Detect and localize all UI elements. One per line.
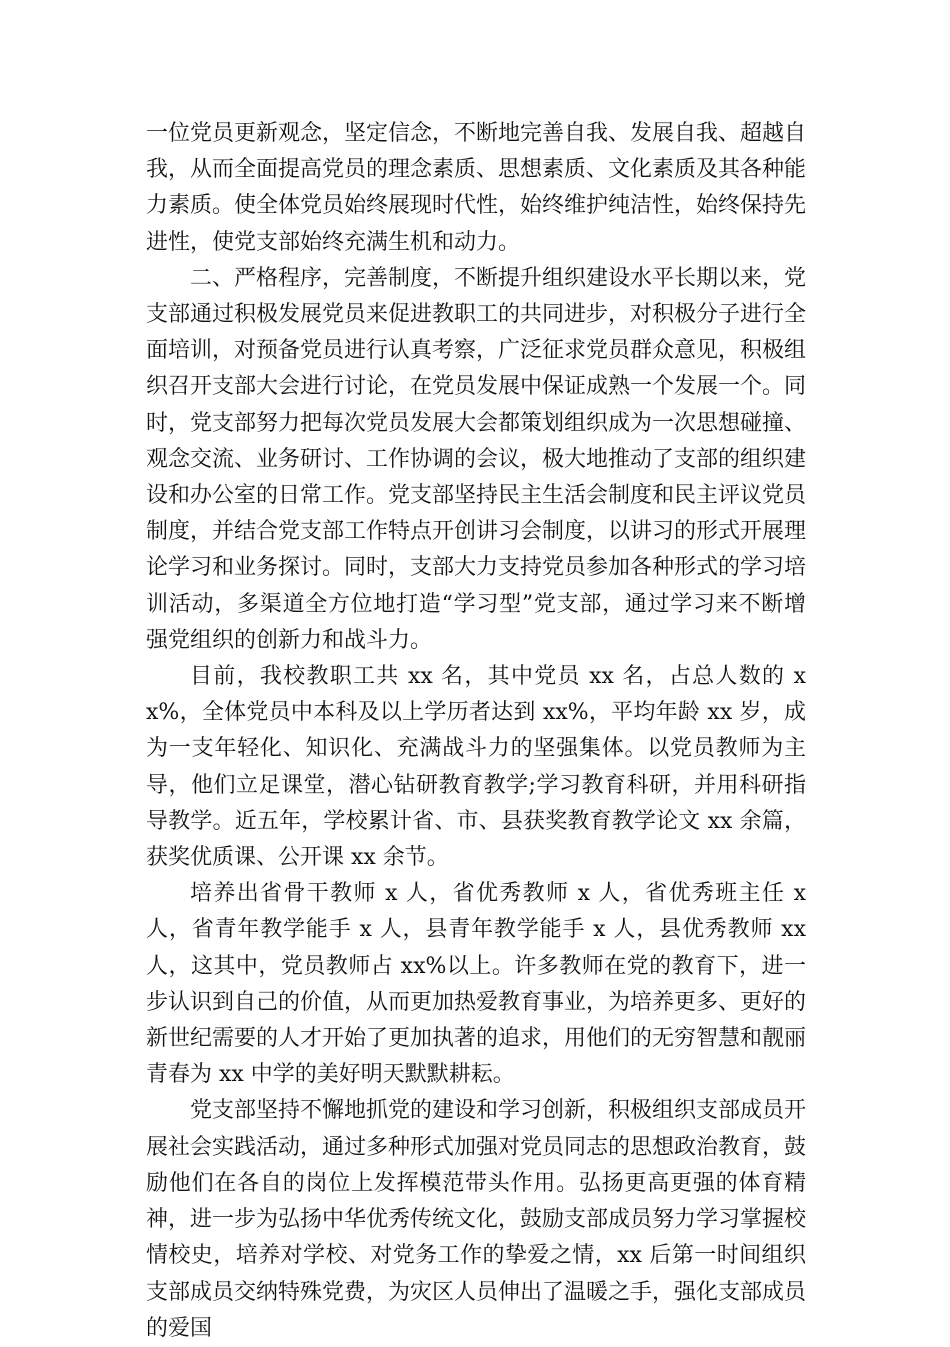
paragraph-2: 二、严格程序，完善制度，不断提升组织建设水平长期以来，党支部通过积极发展党员来促进教职工的共同进步，对积极分子进行全面培训，对预备党员进行认真考察，广泛征求党员群众意见，积极组织召开支部大会进行讨论，在党员发展中保证成熟一个发展一个。同时，党支部努力把每次党员发展大会都策划组织成为一次思想碰撞、观念交流、业务研讨、工作协调的会议，极大地推动了支部的组织建设和办公室的日常工作。党支部坚持民主生活会制度和民主评议党员制度，并结合党支部工作特点开创讲习会制度，以讲习的形式开展理论学习和业务探讨。同时，支部大力支持党员参加各种形式的学习培训活动，多渠道全方位地打造“学习型”党支部，通过学习来不断增强党组织的创新力和战斗力。 (146, 265, 807, 653)
paragraph-3: 目前，我校教职工共 xx 名，其中党员 xx 名，占总人数的 xx%，全体党员中本科及以上学历者达到 xx%，平均年龄 xx 岁，成为一支年轻化、知识化、充满战斗力的坚强集体。以党员教师为主导，他们立足课堂，潜心钻研教育教学;学习教育科研，并用科研指导教学。近五年，学校累计省、市、县获奖教育教学论文 xx 余篇，获奖优质课、公开课 xx 余节。 (146, 664, 806, 871)
paragraph-4: 培养出省骨干教师 x 人，省优秀教师 x 人，省优秀班主任 x 人，省青年教学能手 x 人，县青年教学能手 x 人，县优秀教师 xx 人，这其中，党员教师占 xx%以上。许多教师在党的教育下，进一步认识到自己的价值，从而更加热爱教育事业，为培养更多、更好的新世纪需要的人才开始了更加执著的追求，用他们的无穷智慧和靓丽青春为 xx 中学的美好明天默默耕耘。 (146, 881, 807, 1088)
paragraph-1: 一位党员更新观念，坚定信念，不断地完善自我、发展自我、超越自我，从而全面提高党员的理念素质、思想素质、文化素质及其各种能力素质。使全体党员始终展现时代性，始终维护纯洁性，始终保持先进性，使党支部始终充满生机和动力。 (146, 121, 807, 255)
document-page (146, 116, 806, 1347)
paragraph-5: 党支部坚持不懈地抓党的建设和学习创新，积极组织支部成员开展社会实践活动，通过多种形式加强对党员同志的思想政治教育，鼓励他们在各自的岗位上发挥模范带头作用。弘扬更高更强的体育精神，进一步为弘扬中华优秀传统文化，鼓励支部成员努力学习掌握校情校史，培养对学校、对党务工作的挚爱之情，xx 后第一时间组织支部成员交纳特殊党费，为灾区人员伸出了温暖之手，强化支部成员的爱国 (146, 1098, 807, 1341)
